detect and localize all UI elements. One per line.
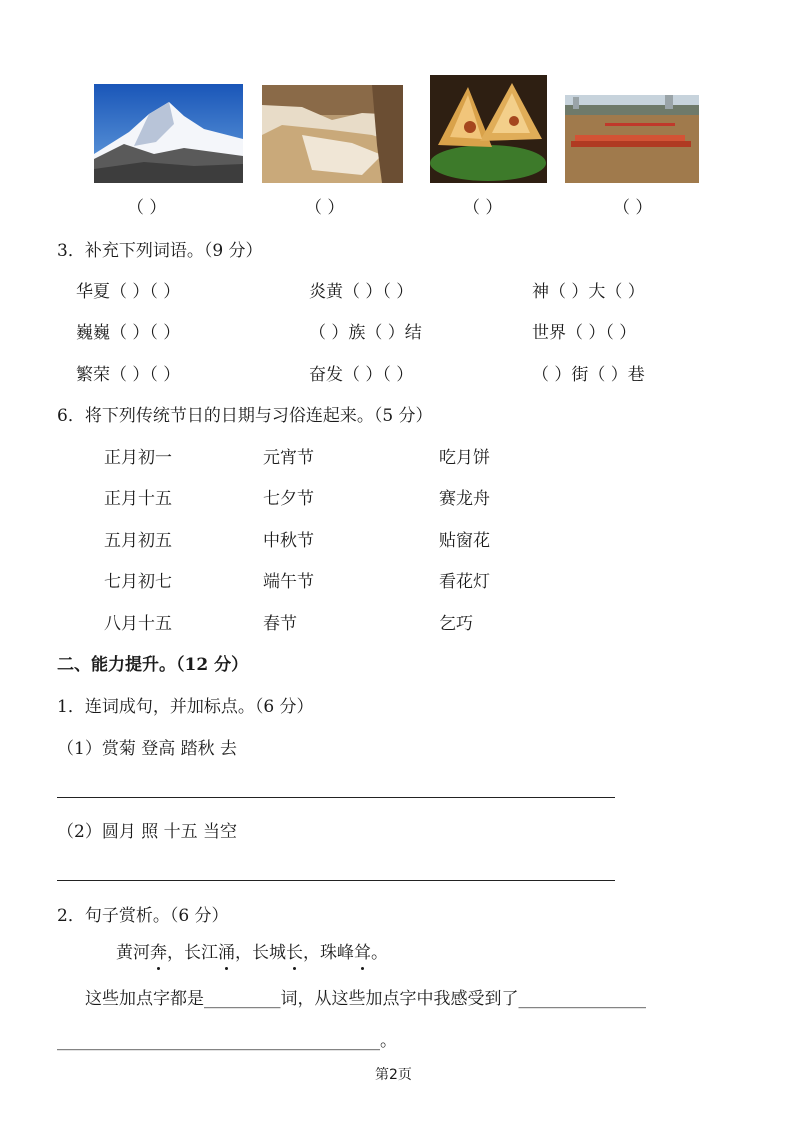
sentence-item-1: （1）赏菊 登高 踏秋 去 [57,739,238,759]
quoted-sentence [116,942,388,964]
waterfall-photo [262,85,403,183]
dotted-character: 涌 [218,943,235,963]
festival-custom[interactable]: 看花灯 [439,572,490,592]
festival-custom[interactable]: 吃月饼 [439,448,490,468]
word-fill-item[interactable]: （ ）街（ ）巷 [532,365,645,385]
image-blank[interactable]: （ ） [463,198,503,218]
festival-date[interactable]: 七月初七 [104,572,172,592]
festival-name[interactable]: 端午节 [263,572,314,592]
zongzi-photo [430,75,547,183]
sentence-part: ，珠峰 [303,943,354,963]
prompt-text: 这些加点字都是 [85,989,204,1009]
answer-blank[interactable]: ______________________________________ [57,1031,380,1051]
sentence-part: 。 [371,943,388,963]
image-blank[interactable]: （ ） [127,198,167,218]
festival-custom[interactable]: 赛龙舟 [439,489,490,509]
question-1-title: 1．连词成句，并加标点。（6 分） [57,697,314,717]
festival-custom[interactable]: 贴窗花 [439,531,490,551]
sentence-part: 黄河 [116,943,150,963]
word-fill-item[interactable]: 炎黄（ ）（ ） [309,282,414,302]
question-6-title: 6．将下列传统节日的日期与习俗连起来。（5 分） [57,406,433,426]
festival-date[interactable]: 八月十五 [104,614,172,634]
answer-blank[interactable]: _______________ [518,989,646,1009]
analysis-continuation [57,1030,397,1052]
section-2-title: 二、能力提升。（12 分） [57,655,249,675]
festival-date[interactable]: 正月十五 [104,489,172,509]
answer-blank[interactable]: _________ [204,989,281,1009]
festival-date[interactable]: 五月初五 [104,531,172,551]
answer-line[interactable] [57,797,615,798]
word-fill-item[interactable]: 巍巍（ ）（ ） [76,323,181,343]
festival-name[interactable]: 春节 [263,614,297,634]
image-blank[interactable]: （ ） [613,198,653,218]
sentence-item-2: （2）圆月 照 十五 当空 [57,822,238,842]
sentence-part: ，长城 [235,943,286,963]
festival-date[interactable]: 正月初一 [104,448,172,468]
word-fill-item[interactable]: 繁荣（ ）（ ） [76,365,181,385]
page-number: 第2页 [375,1067,412,1083]
festival-name[interactable]: 中秋节 [263,531,314,551]
dotted-character: 奔 [150,943,167,963]
word-fill-item[interactable]: 奋发（ ）（ ） [309,365,414,385]
question-2-title: 2．句子赏析。（6 分） [57,906,229,926]
dragon-boat-photo [565,95,699,183]
prompt-text: 词，从这些加点字中我感受到了 [280,989,519,1009]
mountain-photo [94,84,243,183]
dotted-character: 耸 [354,943,371,963]
word-fill-item[interactable]: 世界（ ）（ ） [532,323,637,343]
answer-line[interactable] [57,880,615,881]
end-mark: 。 [380,1031,397,1051]
festival-custom[interactable]: 乞巧 [439,614,473,634]
festival-name[interactable]: 七夕节 [263,489,314,509]
question-3-title: 3．补充下列词语。（9 分） [57,241,263,261]
word-fill-item[interactable]: （ ）族（ ）结 [309,323,422,343]
sentence-part: ，长江 [167,943,218,963]
image-blank[interactable]: （ ） [305,198,345,218]
word-fill-item[interactable]: 华夏（ ）（ ） [76,282,181,302]
word-fill-item[interactable]: 神（ ）大（ ） [532,282,645,302]
dotted-character: 长 [286,943,303,963]
analysis-prompt [85,988,646,1010]
festival-name[interactable]: 元宵节 [263,448,314,468]
